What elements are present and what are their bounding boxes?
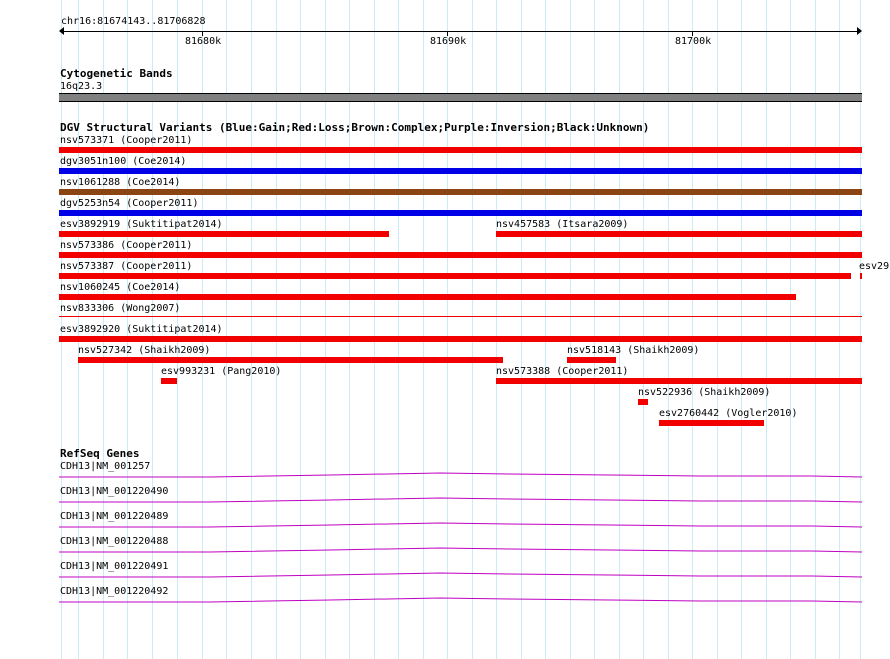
variant-bar[interactable] (59, 147, 862, 153)
dgv-track-title: DGV Structural Variants (Blue:Gain;Red:Loss;Brown:Complex;Purple:Inversion;Black:Unknown) (60, 121, 650, 134)
gene-label: CDH13|NM_001257 (60, 461, 151, 472)
gene-model[interactable] (0, 495, 890, 507)
ruler-axis (61, 31, 861, 32)
variant-bar[interactable] (161, 378, 177, 384)
variant-label: nsv573386 (Cooper2011) (60, 240, 193, 251)
variant-label: esv993231 (Pang2010) (161, 366, 282, 377)
ruler-range-label: chr16:81674143..81706828 (61, 16, 206, 27)
gene-label: CDH13|NM_001220489 (60, 511, 169, 522)
gene-label: CDH13|NM_001220488 (60, 536, 169, 547)
variant-bar[interactable] (59, 168, 862, 174)
gene-model[interactable] (0, 570, 890, 582)
variant-label: nsv573388 (Cooper2011) (496, 366, 629, 377)
variant-bar[interactable] (78, 357, 503, 363)
variant-label: dgv3051n100 (Coe2014) (60, 156, 187, 167)
variant-label: nsv573387 (Cooper2011) (60, 261, 193, 272)
ruler-left-arrow-icon (59, 27, 64, 35)
variant-label: nsv522936 (Shaikh2009) (638, 387, 771, 398)
gene-intron-line (59, 498, 862, 502)
gene-intron-line (59, 473, 862, 477)
variant-label: dgv5253n54 (Cooper2011) (60, 198, 199, 209)
variant-label: nsv527342 (Shaikh2009) (78, 345, 211, 356)
variant-label: nsv1061288 (Coe2014) (60, 177, 181, 188)
variant-label: nsv833306 (Wong2007) (60, 303, 181, 314)
cytoband-bar[interactable] (59, 93, 862, 102)
variant-label: nsv457583 (Itsara2009) (496, 219, 629, 230)
variant-bar[interactable] (59, 273, 851, 279)
variant-label: esv29 (859, 261, 890, 272)
gene-intron-line (59, 523, 862, 527)
variant-label: nsv573371 (Cooper2011) (60, 135, 193, 146)
gene-label: CDH13|NM_001220490 (60, 486, 169, 497)
refseq-track-title: RefSeq Genes (60, 447, 140, 460)
gene-model[interactable] (0, 470, 890, 482)
variant-bar[interactable] (638, 399, 648, 405)
gene-model[interactable] (0, 545, 890, 557)
variant-label: esv2760442 (Vogler2010) (659, 408, 798, 419)
ruler-tick-label: 81700k (675, 36, 712, 47)
gene-label: CDH13|NM_001220492 (60, 586, 169, 597)
variant-label: nsv1060245 (Coe2014) (60, 282, 181, 293)
variant-label: esv3892919 (Suktitipat2014) (60, 219, 223, 230)
variant-bar[interactable] (59, 316, 862, 317)
variant-bar[interactable] (659, 420, 764, 426)
ruler-tick-label: 81680k (185, 36, 222, 47)
variant-label: nsv518143 (Shaikh2009) (567, 345, 700, 356)
variant-bar[interactable] (496, 231, 862, 237)
cytoband-track-title: Cytogenetic Bands (60, 67, 173, 80)
variant-bar[interactable] (59, 252, 862, 258)
variant-bar[interactable] (59, 231, 389, 237)
variant-bar[interactable] (59, 210, 862, 216)
variant-bar[interactable] (59, 294, 796, 300)
gene-intron-line (59, 548, 862, 552)
ruler-tick-label: 81690k (430, 36, 467, 47)
variant-bar[interactable] (59, 189, 862, 195)
variant-bar[interactable] (860, 273, 862, 279)
gene-model[interactable] (0, 520, 890, 532)
gene-intron-line (59, 598, 862, 602)
variant-label: esv3892920 (Suktitipat2014) (60, 324, 223, 335)
gene-label: CDH13|NM_001220491 (60, 561, 169, 572)
gene-model[interactable] (0, 595, 890, 607)
variant-bar[interactable] (59, 336, 862, 342)
variant-bar[interactable] (567, 357, 616, 363)
cytoband-label: 16q23.3 (60, 81, 103, 92)
variant-bar[interactable] (496, 378, 862, 384)
ruler-right-arrow-icon (857, 27, 862, 35)
gene-intron-line (59, 573, 862, 577)
